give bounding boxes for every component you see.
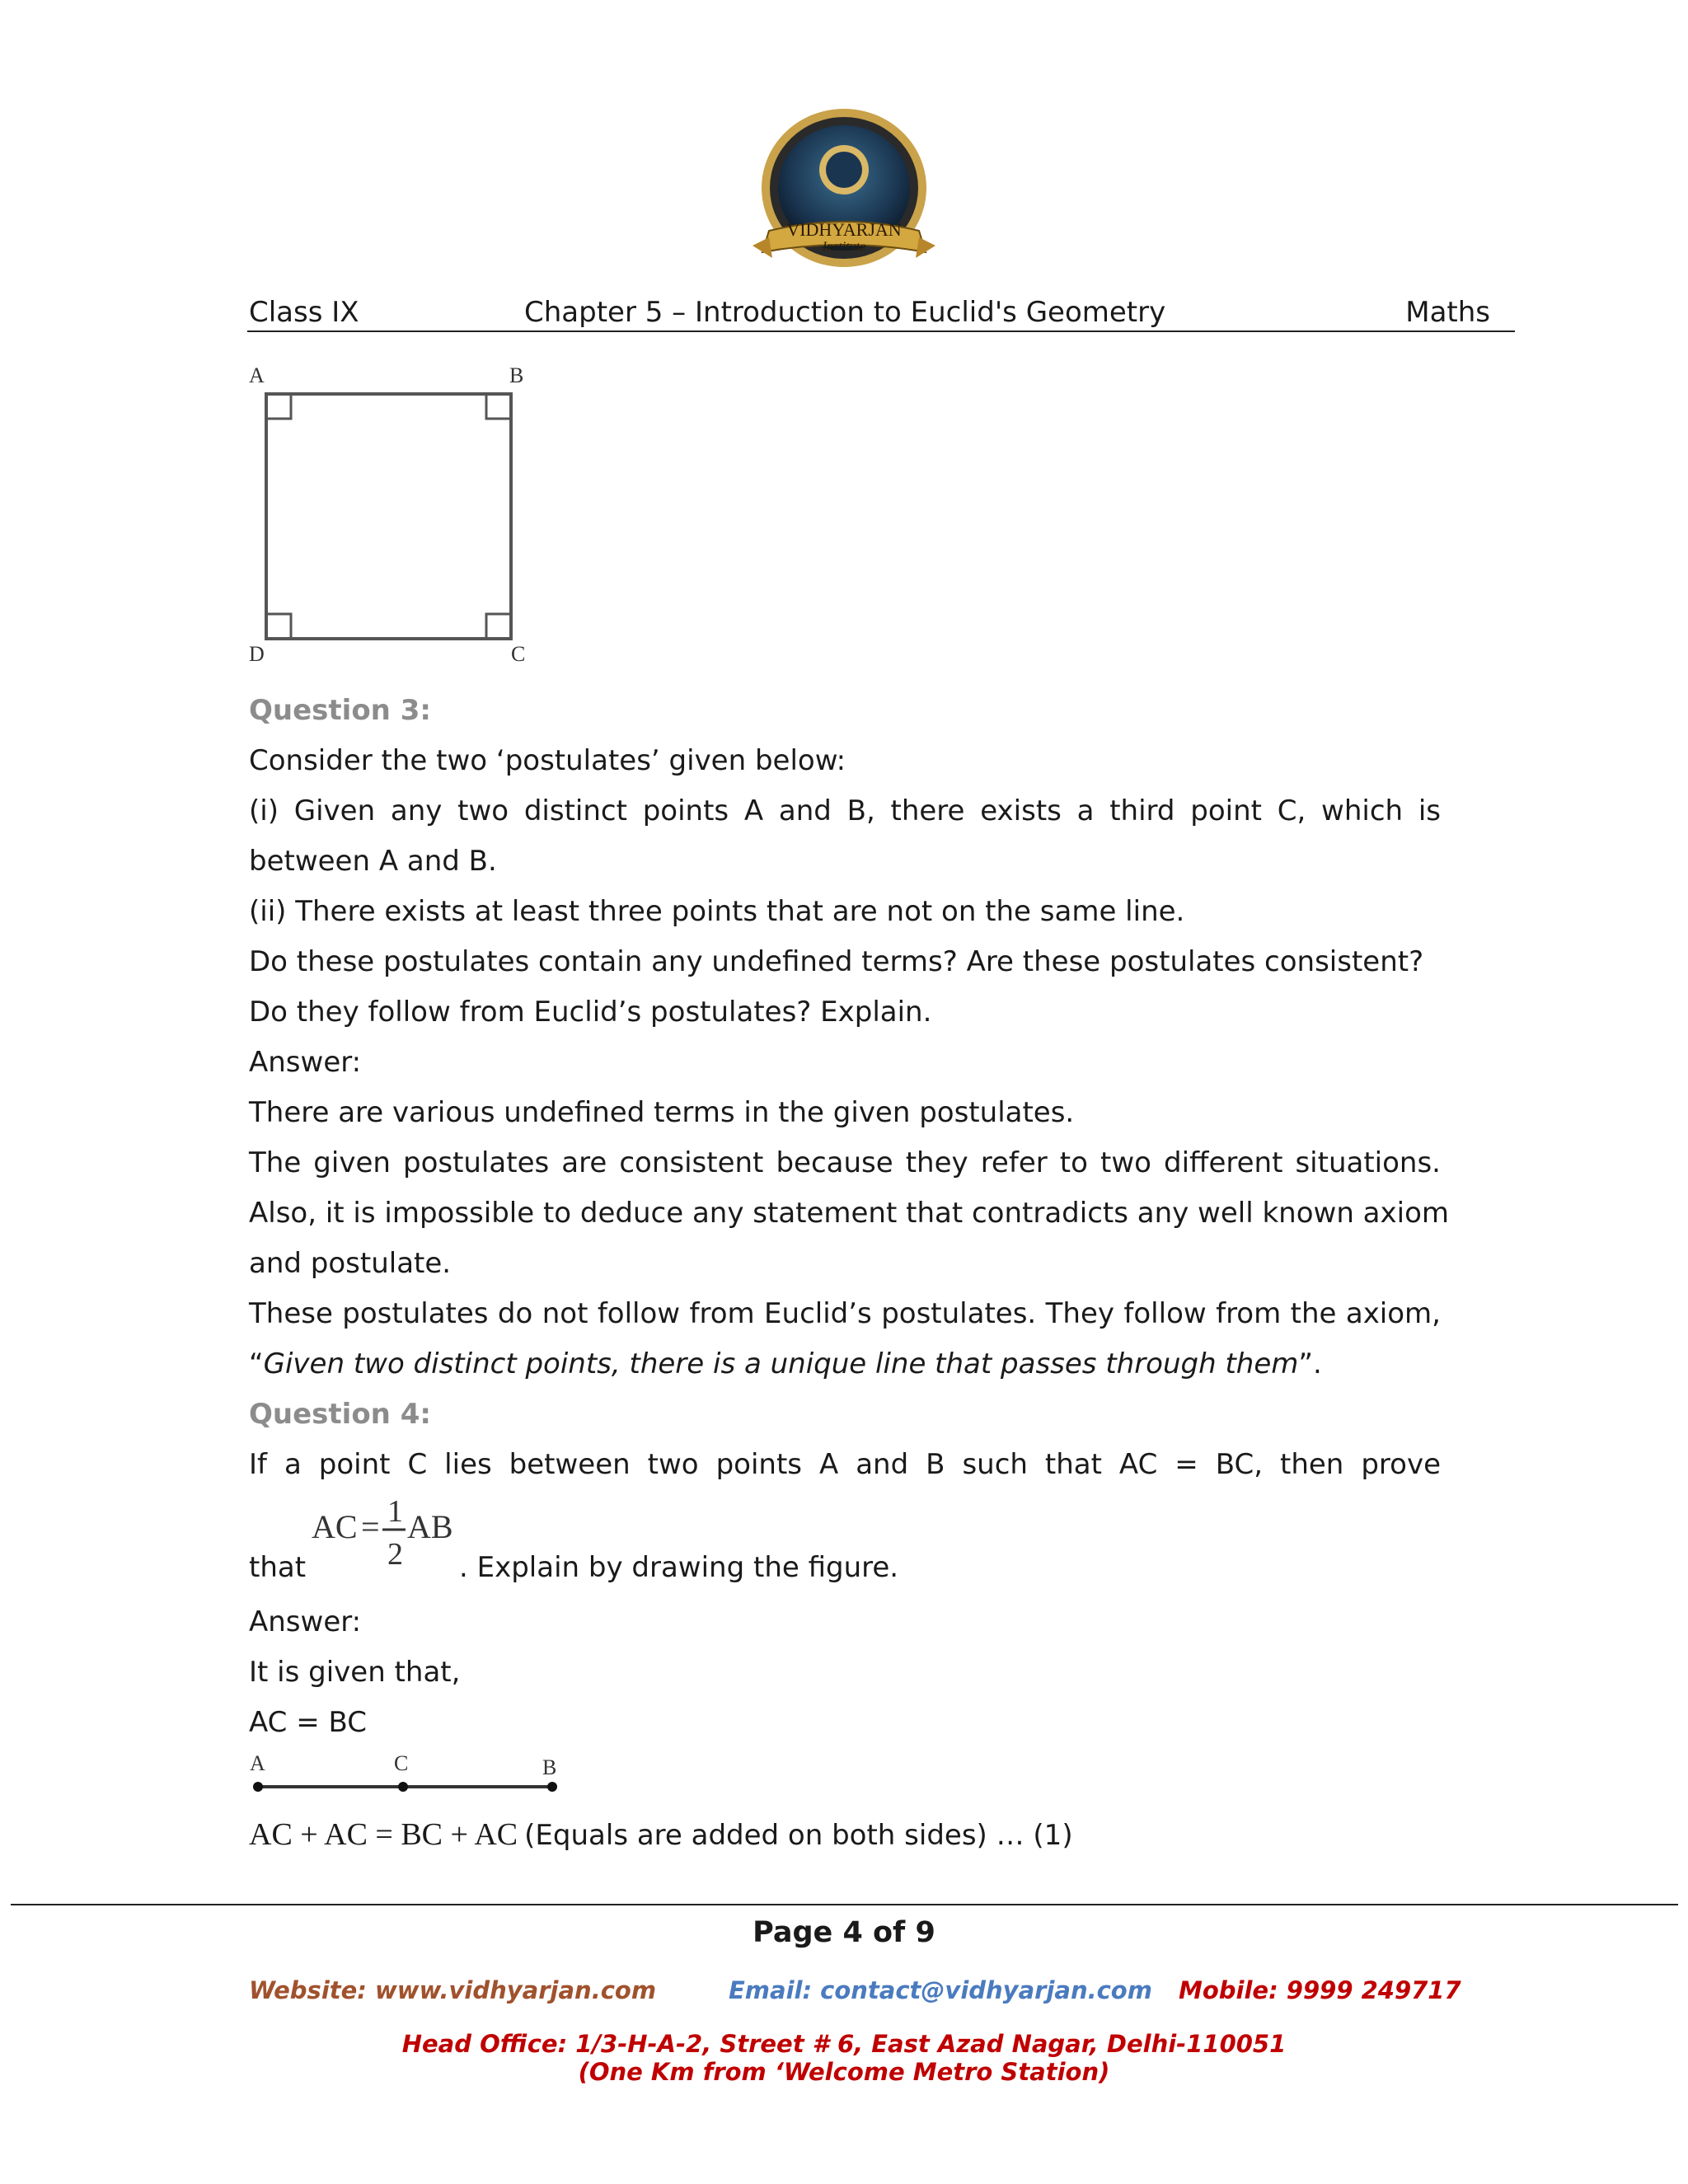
segment-acb-figure bbox=[247, 1746, 577, 1811]
q3-axiom-quote bbox=[249, 1339, 1441, 1390]
q3-line: Do these postulates contain any undefined terms? Are these postulates consistent? bbox=[249, 945, 1424, 978]
equation-1-math: AC + AC = BC + AC bbox=[249, 1817, 518, 1852]
q4-line: If a point C lies between two points A and B such that AC = BC, then prove bbox=[249, 1448, 1441, 1481]
frac-eq: = bbox=[361, 1508, 380, 1545]
q3-answer-line: and postulate. bbox=[249, 1247, 452, 1280]
fraction-equation bbox=[307, 1492, 455, 1591]
q4-fraction-line bbox=[249, 1490, 1441, 1597]
q3-line: between A and B. bbox=[249, 845, 497, 878]
equation-1-text: (Equals are added on both sides) … (1) bbox=[524, 1819, 1073, 1852]
q4-that-word: that bbox=[249, 1551, 307, 1584]
quote-open: “ bbox=[249, 1347, 264, 1380]
vertex-label-a: A bbox=[249, 363, 265, 387]
q4-after-fraction: . Explain by drawing the figure. bbox=[459, 1551, 899, 1584]
logo-text-top: VIDHYARJAN bbox=[786, 219, 902, 240]
point-label-c: C bbox=[394, 1751, 409, 1775]
address-landmark: (One Km from ‘Welcome Metro Station) bbox=[578, 2058, 1110, 2086]
email-link[interactable]: Email: contact@vidhyarjan.com bbox=[729, 1976, 1152, 2004]
vertex-label-d: D bbox=[249, 642, 265, 666]
head-office-address: Head Office: 1/3-H-A-2, Street # 6, East Azad Nagar, Delhi-110051 bbox=[401, 2030, 1287, 2058]
vertex-label-b: B bbox=[509, 363, 524, 387]
vertex-label-c: C bbox=[511, 642, 526, 666]
page-number: Page 4 of 9 bbox=[753, 1916, 935, 1949]
institute-logo bbox=[736, 105, 952, 288]
frac-rhs: AB bbox=[407, 1508, 453, 1545]
frac-den: 2 bbox=[387, 1537, 403, 1572]
page-header bbox=[247, 293, 1515, 332]
website-link[interactable]: Website: www.vidhyarjan.com bbox=[249, 1976, 657, 2004]
quote-close: ”. bbox=[1298, 1347, 1322, 1380]
frac-lhs: AC bbox=[312, 1508, 358, 1545]
main-content bbox=[249, 686, 1450, 1748]
q3-answer-line: The given postulates are consistent because they refer to two different situations. bbox=[249, 1146, 1441, 1179]
header-class: Class IX bbox=[249, 296, 359, 329]
q4-given-eq: AC = BC bbox=[249, 1706, 367, 1739]
header-subject: Maths bbox=[1405, 296, 1490, 329]
q4-answer-label: Answer: bbox=[249, 1605, 362, 1638]
frac-num: 1 bbox=[387, 1494, 403, 1529]
q3-answer-line: Also, it is impossible to deduce any statement that contradicts any well known axiom bbox=[249, 1197, 1450, 1230]
q3-line: Do they follow from Euclid’s postulates? Explain. bbox=[249, 996, 932, 1029]
q3-line: Consider the two ‘postulates’ given below: bbox=[249, 744, 846, 777]
quote-text: Given two distinct points, there is a unique line that passes through them bbox=[263, 1347, 1299, 1380]
q3-line: (ii) There exists at least three points that are not on the same line. bbox=[249, 895, 1185, 928]
header-chapter: Chapter 5 – Introduction to Euclid's Geometry bbox=[524, 296, 1166, 329]
logo-text-bottom: Institute bbox=[822, 240, 866, 254]
q4-given-line: It is given that, bbox=[249, 1656, 461, 1689]
point-label-a: A bbox=[250, 1751, 265, 1775]
footer-divider bbox=[11, 1904, 1678, 1905]
q3-line: (i) Given any two distinct points A and B, there exists a third point C, which is bbox=[249, 794, 1441, 827]
mobile-number: Mobile: 9999 249717 bbox=[1179, 1976, 1461, 2004]
q3-answer-line: There are various undefined terms in the given postulates. bbox=[249, 1096, 1075, 1129]
q3-answer-label: Answer: bbox=[249, 1046, 362, 1079]
question-4-heading: Question 4: bbox=[249, 1398, 431, 1431]
point-label-b: B bbox=[542, 1755, 557, 1779]
question-3-heading: Question 3: bbox=[249, 694, 431, 727]
q3-answer-line: These postulates do not follow from Euclid’s postulates. They follow from the axiom, bbox=[249, 1297, 1441, 1330]
equation-1-line bbox=[249, 1810, 1073, 1859]
square-abcd-figure bbox=[247, 363, 536, 669]
